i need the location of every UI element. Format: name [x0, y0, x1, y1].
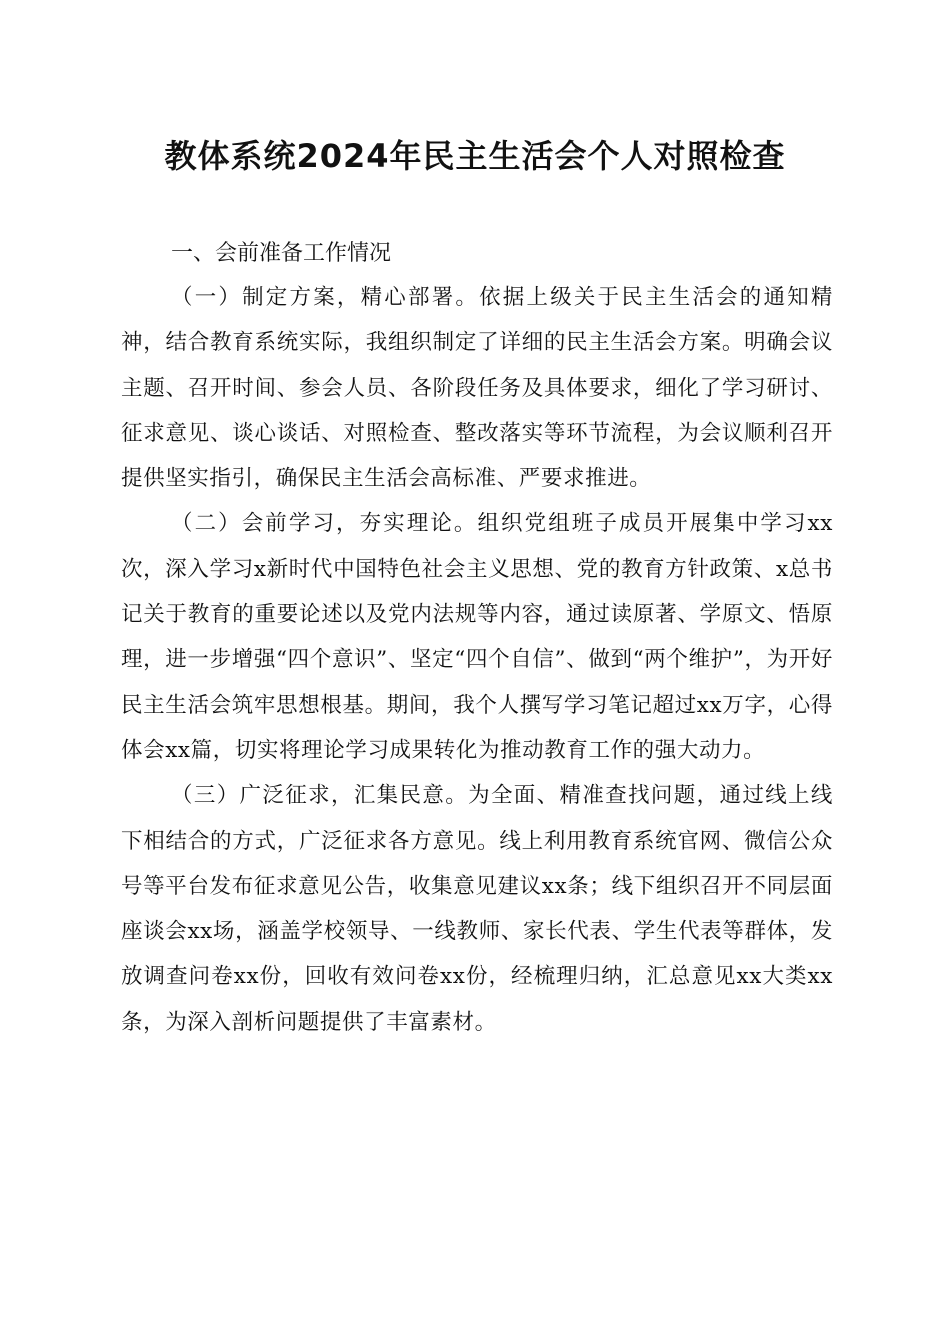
- paragraph-3: （三）广泛征求，汇集民意。为全面、精准查找问题，通过线上线下相结合的方式，广泛征求各方意见。线上利用教育系统官网、微信公众号等平台发布征求意见公告，收集意见建议xx条；线下组织召开不同层面座谈会xx场，涵盖学校领导、一线教师、家长代表、学生代表等群体，发放调查问卷xx份，回收有效问卷xx份，经梳理归纳，汇总意见xx大类xx条，为深入剖析问题提供了丰富素材。: [121, 783, 833, 1035]
- section-heading: 一、会前准备工作情况: [171, 241, 392, 266]
- document-title: 教体系统2024年民主生活会个人对照检查: [164, 137, 786, 175]
- paragraph-2: （二）会前学习，夯实理论。组织党组班子成员开展集中学习xx次，深入学习x新时代中国特色社会主义思想、党的教育方针政策、x总书记关于教育的重要论述以及党内法规等内容，通过读原著、学原文、悟原理，进一步增强“四个意识”、坚定“四个自信”、做到“两个维护”，为开好民主生活会筑牢思想根基。期间，我个人撰写学习笔记超过xx万字，心得体会xx篇，切实将理论学习成果转化为推动教育工作的强大动力。: [121, 511, 833, 763]
- paragraph-1: （一）制定方案，精心部署。依据上级关于民主生活会的通知精神，结合教育系统实际，我组织制定了详细的民主生活会方案。明确会议主题、召开时间、参会人员、各阶段任务及具体要求，细化了学习研讨、征求意见、谈心谈话、对照检查、整改落实等环节流程，为会议顺利召开提供坚实指引，确保民主生活会高标准、严要求推进。: [121, 285, 833, 492]
- document-body: [121, 233, 833, 1045]
